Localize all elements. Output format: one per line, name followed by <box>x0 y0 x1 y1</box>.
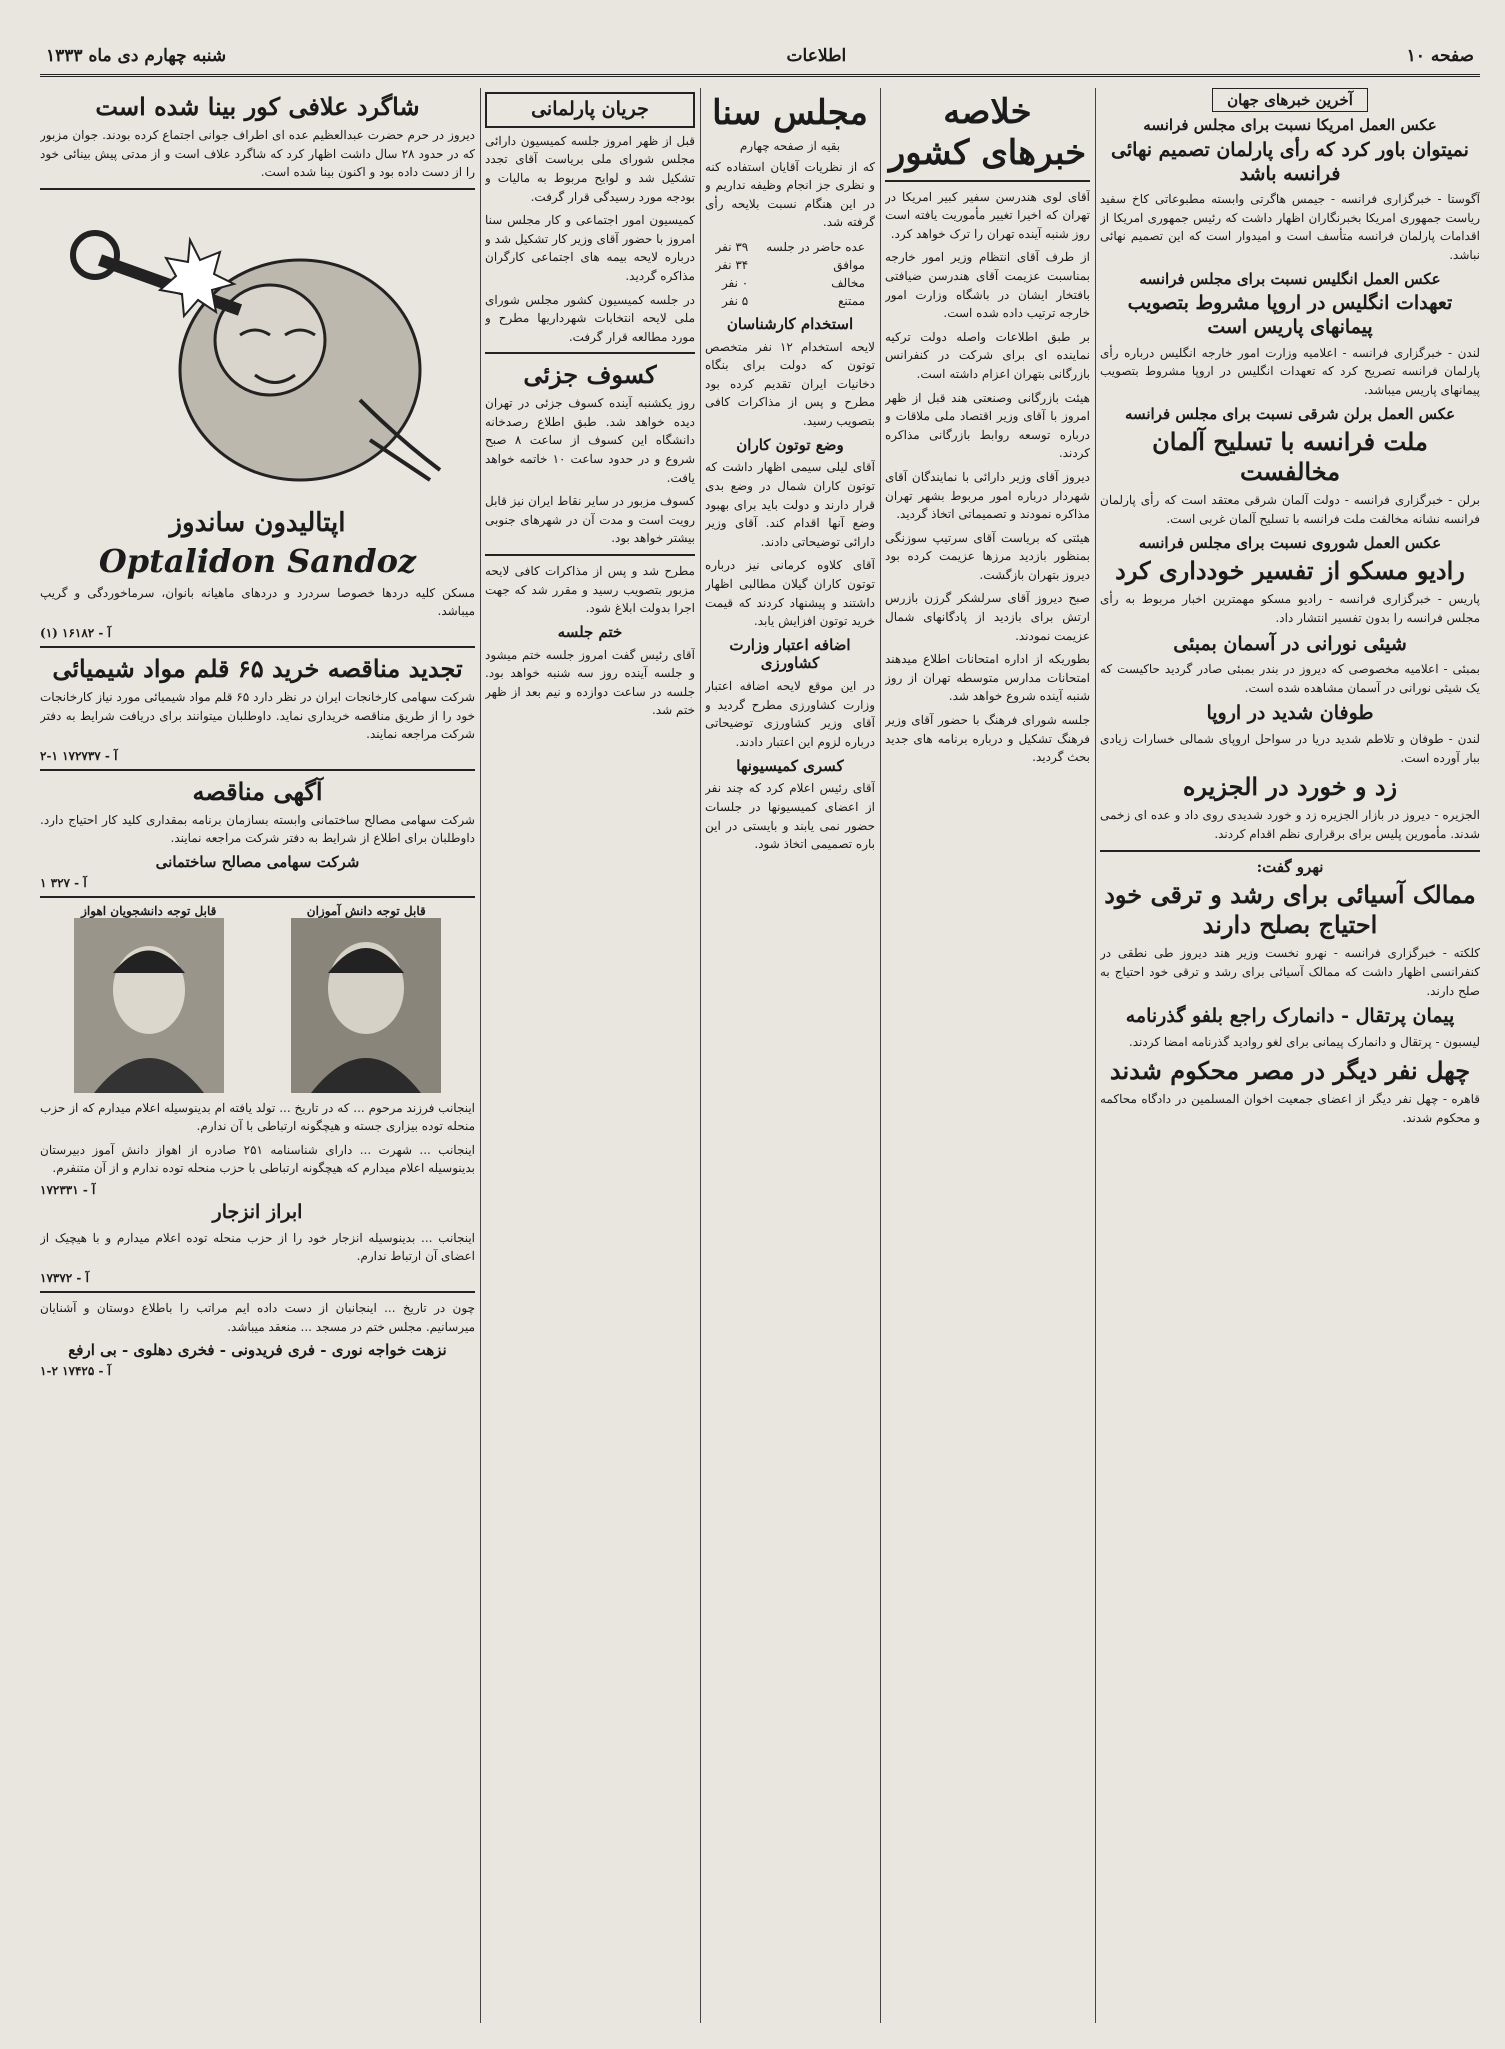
vote-label: ممتنع <box>838 293 865 308</box>
world-news-tab: آخرین خبرهای جهان <box>1212 88 1368 112</box>
subheading: اضافه اعتبار وزارت کشاورزی <box>729 635 851 673</box>
news-item: صبح دیروز آقای سرلشکر گرزن بازرس ارتش برای بازدید از پادگانهای شمال عزیمت نمودند. <box>885 591 1090 643</box>
article-text: قبل از ظهر امروز جلسه کمیسیون دارائی مجلس شورای ملی بریاست آقای تجدد تشکیل شد و لوایح مربوط به مالیات و بودجه مورد رسیدگی قرار گرفت. <box>485 133 695 204</box>
continued-from: بقیه از صفحه چهارم <box>739 138 841 153</box>
article-text: آگوستا - خبرگزاری فرانسه - جیمس هاگرتی وابسته مطبوعاتی کاخ سفید ریاست جمهوری امریکا بخبرنگاران اظهار داشت که رئیس جمهوری امریکا از اقدامات پارلمان فرانسه متأسف است و امیدوار است که این تصمیم نهائی نباشد. <box>1100 192 1480 263</box>
declaration-text: اینجانب ... شهرت ... دارای شناسنامه ۲۵۱ صادره از اهواز دانش آموز دبیرستان بدینوسیله اعلام میدارم که هیچگونه ارتباطی با حزب منحله توده ندارم و از آن متنفرم. <box>40 1142 475 1176</box>
company-signature: شرکت سهامی مصالح ساختمانی <box>155 852 360 871</box>
senate-column <box>705 88 875 2023</box>
ad-title: اپتالیدون ساندوز <box>169 507 346 538</box>
world-news-column <box>1100 88 1480 2023</box>
article-text: الجزیره - دیروز در بازار الجزیره زد و خورد شدیدی روی داد و عده ای زخمی شدند. مأمورین پلیس برای برقراری نظم اقدام کردند. <box>1100 808 1480 841</box>
tender-notice-title: آگهی مناقصه <box>192 776 323 806</box>
tender-title: تجدید مناقصه خرید ۶۵ قلم مواد شیمیائی <box>52 653 463 683</box>
parliament-title: جریان پارلمانی <box>485 92 695 128</box>
column-rule <box>480 88 481 2023</box>
vote-label: مخالف <box>831 275 865 290</box>
news-item: بطوریکه از اداره امتحانات اطلاع میدهند امتحانات مدارس متوسطه تهران از روز شنبه آینده شروع خواهد شد. <box>885 652 1090 704</box>
divider <box>40 646 475 648</box>
news-item: دیروز آقای وزیر دارائی با نمایندگان آقای شهردار درباره امور مربوط بشهر تهران مذاکره نمودند و تصمیماتی اتخاذ گردید. <box>885 469 1090 522</box>
headline: طوفان شدید در اروپا <box>1206 702 1374 725</box>
news-item: آقای لوی هندرسن سفیر کبیر امریکا در تهران که اخیرا تغییر مأموریت یافته است روز شنبه آینده تهران را ترک خواهد کرد. <box>885 189 1090 241</box>
ad-brand-latin: Optalidon Sandoz <box>98 541 417 580</box>
ads-column <box>40 88 475 2023</box>
divider <box>485 554 695 556</box>
photo-row <box>40 904 475 1093</box>
kicker: عکس العمل برلن شرقی نسبت برای مجلس فرانسه <box>1124 404 1456 423</box>
vote-label: عده حاضر در جلسه <box>766 239 865 254</box>
news-item: از طرف آقای انتظام وزیر امور خارجه بمناسبت عزیمت آقای هندرسن ضیافتی بافتخار ایشان در باشگاه وزارت امور خارجه ترتیب داده شده است. <box>885 250 1090 321</box>
ad-code: آ - ۱۷۲۷۳۷ ۱-۲ <box>40 748 118 763</box>
photo-caption: قابل توجه دانش آموزان <box>306 903 426 918</box>
article-text: دیروز در حرم حضرت عبدالعظیم عده ای اطراف جوانی اجتماع کرده بودند. جوان مزبور که در حدود ۲۸ سال داشت اظهار کرد که شاگرد علاف است و از مدتی پیش بینائی خود را از دست داده بود و اکنون بینا شده است. <box>40 128 475 180</box>
portrait-photo <box>291 918 441 1093</box>
article-text: روز یکشنبه آینده کسوف جزئی در تهران دیده خواهد شد. طبق اطلاع رصدخانه دانشگاه این کسوف از ساعت ۸ صبح شروع و در حدود ساعت ۱۰ خاتمه خواهد یافت. <box>485 396 695 485</box>
domestic-news-column <box>885 88 1090 2023</box>
divider <box>40 769 475 771</box>
ad-code: آ - ۱۷۴۲۵ ۲-۱ <box>40 1363 111 1378</box>
news-item: بر طبق اطلاعات واصله دولت ترکیه نماینده ای برای شرکت در کنفرانس بازرگانی بتهران اعزام داشته است. <box>885 329 1090 381</box>
ad-text: مسکن کلیه دردها خصوصا سردرد و دردهای ماهیانه بانوان، سرماخوردگی و گریپ میباشد. <box>40 585 475 619</box>
tender-text: شرکت سهامی کارخانجات ایران در نظر دارد ۶۵ قلم مواد شیمیائی مورد نیاز کارخانجات خود را از طریق مناقصه خریداری نماید. داوطلبان میتوانند برای دریافت شرایط به دفتر شرکت مراجعه نمایند. <box>40 689 475 742</box>
divider <box>485 352 695 354</box>
article-text: لیسبون - پرتقال و دانمارک پیمانی برای لغو روادید گذرنامه امضا کردند. <box>1128 1034 1480 1049</box>
parliament-column <box>485 88 695 2023</box>
article-text: مطرح شد و پس از مذاکرات کافی لایحه مزبور بتصویب رسید و مقرر شد که جهت اجرا بدولت ابلاغ شود. <box>485 564 695 616</box>
vote-value: ۳۹ نفر <box>715 239 749 254</box>
kicker: عکس العمل شوروی نسبت برای مجلس فرانسه <box>1138 533 1442 552</box>
notice-text: چون در تاریخ ... اینجانبان از دست داده ایم مراتب را باطلاع دوستان و آشنایان میرسانیم. مجلس ختم در مسجد ... منعقد میباشد. <box>40 1301 475 1334</box>
article-text: در جلسه کمیسیون کشور مجلس شورای ملی لایحه انتخابات شهرداریها مطرح و مورد مطالعه قرار گرفت. <box>485 292 695 344</box>
notice-signature: نزهت خواجه نوری - فری فریدونی - فخری دهلوی - بی ارفع <box>68 1341 447 1360</box>
headline: چهل نفر دیگر در مصر محکوم شدند <box>1109 1056 1471 1086</box>
subheading: کسری کمیسیونها <box>736 756 844 775</box>
newspaper-page <box>40 38 1480 2028</box>
eclipse-title: کسوف جزئی <box>523 360 657 390</box>
news-item: هیئت بازرگانی وصنعتی هند قبل از ظهر امروز با آقای وزیر اقتصاد ملی ملاقات و درباره توسعه روابط بازرگانی مذاکره کردند. <box>885 390 1090 461</box>
news-item: جلسه شورای فرهنگ با حضور آقای وزیر فرهنگ تشکیل و درباره برنامه های جدید بحث گردید. <box>885 713 1090 765</box>
declaration-text: اینجانب فرزند مرحوم ... که در تاریخ ... تولد یافته ام بدینوسیله اعلام میدارم که از حزب منحله توده بیزاری جسته و هیچگونه ارتباطی با آن ندارم. <box>40 1100 475 1134</box>
headline: رادیو مسکو از تفسیر خودداری کرد <box>1115 556 1465 586</box>
kicker: عکس العمل انگلیس نسبت برای مجلس فرانسه <box>1139 269 1441 288</box>
headline: شاگرد علافی کور بینا شده است <box>95 92 420 121</box>
kicker: عکس العمل امریکا نسبت برای مجلس فرانسه <box>1143 116 1437 134</box>
ad-code: آ - ۱۷۳۷۲ <box>40 1271 89 1285</box>
news-item: هیئتی که بریاست آقای سرتیپ سوزنگی بمنظور بازدید مرزها عزیمت کرده بود دیروز بتهران بازگشت. <box>885 530 1090 582</box>
divider <box>1100 850 1480 852</box>
article-text: کسوف مزبور در سایر نقاط ایران نیز قابل رویت است و مدت آن در شهرهای جنوبی بیشتر خواهد بود. <box>485 494 695 546</box>
column-rule <box>880 88 881 2023</box>
headline: ملت فرانسه با تسلیح آلمان مخالفست <box>1152 427 1428 487</box>
article-text: در این موقع لایحه اضافه اعتبار وزارت کشاورزی مطرح گردید و آقای وزیر کشاورزی توضیحاتی درباره لزوم این اعتبار دادند. <box>705 679 875 749</box>
vote-table <box>706 237 876 311</box>
headline: زد و خورد در الجزیره <box>1182 772 1398 802</box>
subheading: ختم جلسه <box>557 622 623 641</box>
tender-text: شرکت سهامی مصالح ساختمانی وابسته بسازمان برنامه بمقداری کلید کار احتیاج دارد. داوطلبان برای اطلاع از شرایط به دفتر شرکت مراجعه نمایند. <box>40 812 475 846</box>
divider <box>40 896 475 898</box>
vote-value: ۳۴ نفر <box>715 257 749 272</box>
headline: شیئی نورانی در آسمان بمبئی <box>1173 632 1407 655</box>
divider <box>885 180 1090 182</box>
article-text: بمبئی - اعلامیه مخصوصی که دیروز در بندر بمبئی صادر گردید حاکیست که یک شیئی نورانی در آسمان مشاهده شده است. <box>1100 662 1480 695</box>
portrait-photo <box>74 918 224 1093</box>
medicine-ad-illustration <box>40 200 475 500</box>
vote-row <box>708 293 874 309</box>
vote-value: ۰ نفر <box>721 275 749 290</box>
article-text: آقای رئیس اعلام کرد که چند نفر از اعضای کمیسیونها در جلسات حضور نمی یابند و بایستی در این باره تصمیمی اتخاذ شود. <box>705 781 875 852</box>
declaration-title: ابراز انزجار <box>212 1201 303 1224</box>
article-text: که از نظریات آقایان استفاده کنه و نظری جز انجام وظیفه نداریم و در این هنگام نسبت بلایحه رأی گرفته شد. <box>705 159 875 230</box>
photo-caption: قابل توجه دانشجویان اهواز <box>81 903 217 918</box>
headline: پیمان پرتقال - دانمارک راجع بلفو گذرنامه <box>1125 1005 1455 1028</box>
ad-code: آ - ۱۶۱۸۲ (۱) <box>40 625 111 640</box>
subheading: وضع توتون کاران <box>736 435 844 454</box>
ad-code: آ - ۳۲۷ ۱ <box>40 875 87 890</box>
vote-row <box>708 257 874 273</box>
article-text: آقای لیلی سیمی اظهار داشت که توتون کاران شمال در وضع بدی قرار دارند و دولت باید برای بهبود وضع آنها اقدام کند. آقای وزیر دارائی توضیحاتی دادند. <box>705 460 875 549</box>
kicker: نهرو گفت: <box>1256 857 1324 876</box>
article-text: آقای رئیس گفت امروز جلسه ختم میشود و جلسه آینده روز سه شنبه خواهد بود. جلسه در ساعت دوازده و نیم بعد از ظهر ختم شد. <box>485 647 695 718</box>
senate-title: مجلس سنا <box>712 93 868 133</box>
page-date: شنبه چهارم دی ماه ۱۳۳۳ <box>46 46 227 66</box>
article-text: قاهره - چهل نفر دیگر از اعضای جمعیت اخوان المسلمین در دادگاه محاکمه و محکوم شدند. <box>1100 1092 1480 1126</box>
vote-label: موافق <box>833 257 865 272</box>
article-text: لندن - طوفان و تلاطم شدید دریا در سواحل اروپای شمالی خسارات زیادی ببار آورده است. <box>1100 732 1480 765</box>
ad-code: آ - ۱۷۲۳۳۱ <box>40 1183 96 1198</box>
article-text: پاریس - خبرگزاری فرانسه - رادیو مسکو مهمترین اخبار مربوط به رأی مجلس فرانسه را بدون تفسیر انتشار داد. <box>1100 592 1480 625</box>
column-rule <box>700 88 701 2023</box>
article-text: آقای کلاوه کرمانی نیز درباره توتون کاران گیلان مطالبی اظهار داشتند و پیشنهاد کردند که قیمت خرید توتون افزایش یابد. <box>705 558 875 629</box>
domestic-news-title: خلاصه خبرهای کشور <box>888 92 1087 173</box>
photo-block <box>49 904 249 1093</box>
page-header <box>40 38 1480 77</box>
vote-value: ۵ نفر <box>721 293 749 308</box>
article-text: کلکته - خبرگزاری فرانسه - نهرو نخست وزیر هند دیروز طی نطقی در کنفرانسی اظهار داشت که ممالک آسیائی برای رشد و ترقی خود احتیاج به صلح دارند. <box>1100 946 1480 998</box>
page-number: صفحه ۱۰ <box>1406 46 1474 66</box>
headline: تعهدات انگلیس در اروپا مشروط بتصویب پیمانهای پاریس است <box>1127 292 1453 339</box>
headline: نمیتوان باور کرد که رأی پارلمان تصمیم نهائی فرانسه باشد <box>1111 138 1469 185</box>
article-text: لندن - خبرگزاری فرانسه - اعلامیه وزارت امور خارجه انگلیس درباره رأی پارلمان فرانسه تصریح کرد که تعهدات انگلیس در اروپا مشروط بتصویب پیمانهای پاریس میباشد. <box>1100 345 1480 398</box>
column-rule <box>1095 88 1096 2023</box>
photo-block <box>266 904 466 1093</box>
vote-row <box>708 275 874 291</box>
headline: ممالک آسیائی برای رشد و ترقی خود احتیاج بصلح دارند <box>1104 880 1476 940</box>
subheading: استخدام کارشناسان <box>726 314 854 333</box>
divider <box>40 1291 475 1293</box>
vote-row <box>708 239 874 255</box>
article-text: کمیسیون امور اجتماعی و کار مجلس سنا امروز با حضور آقای وزیر کار تشکیل شد و درباره لایحه بیمه های اجتماعی کارگران مذاکره گردید. <box>485 213 695 283</box>
declaration-text: اینجانب ... بدینوسیله انزجار خود را از حزب منحله توده اعلام میدارم و با هیچیک از اعضای آن ارتباط ندارم. <box>40 1230 475 1264</box>
article-text: برلن - خبرگزاری فرانسه - دولت آلمان شرقی معتقد است که رأی پارلمان فرانسه نشانه مخالفت ملت فرانسه با تسلیح آلمان غربی است. <box>1100 493 1480 526</box>
article-text: لایحه استخدام ۱۲ نفر متخصص توتون که دولت برای بنگاه دخانیات ایران تقدیم کرده بود مطرح و پس از مذاکرات کافی بتصویب رسید. <box>705 339 875 428</box>
divider <box>40 188 475 190</box>
newspaper-name: اطلاعات <box>786 46 847 66</box>
